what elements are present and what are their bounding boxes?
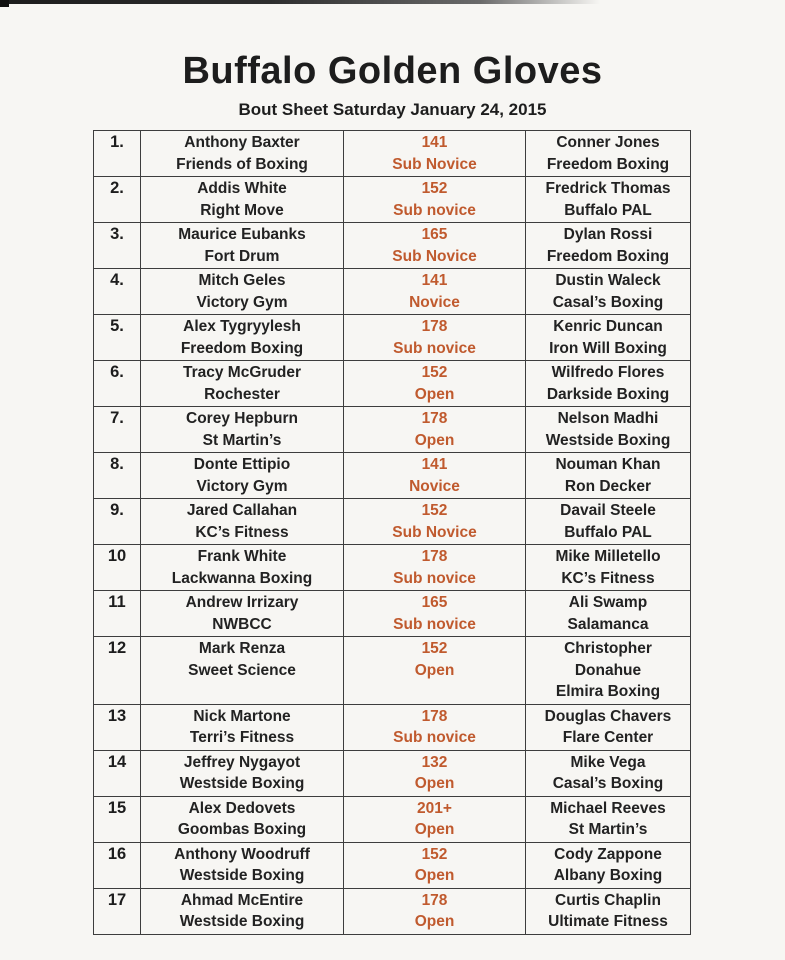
weight-division-cell [344,499,526,545]
bout-number: 7. [94,407,141,453]
weight-division-line: 178 [421,318,448,335]
bout-number: 3. [94,223,141,269]
blue-corner-line: Casal’s Boxing [552,775,664,792]
weight-division-line: 178 [421,548,448,565]
bout-number: 15 [94,796,141,842]
red-corner-line: Right Move [200,201,284,219]
bout-row [94,842,691,888]
bout-row [94,750,691,796]
red-corner-cell [141,407,344,453]
red-corner-cell [141,499,344,545]
red-corner-line: Lackwanna Boxing [171,569,313,587]
weight-division-line: 165 [421,226,448,243]
bout-number: 2. [94,177,141,223]
blue-corner-line: Westside Boxing [545,431,671,449]
weight-division-line: Open [414,661,455,679]
blue-corner-cell [526,545,691,591]
weight-division-line: 152 [421,364,448,381]
blue-corner-line: Buffalo PAL [564,523,652,541]
blue-corner-line: Buffalo PAL [564,201,652,219]
bout-number: 17 [94,888,141,934]
blue-corner-line: Conner Jones [556,134,660,151]
weight-division-line: 165 [421,594,448,611]
blue-corner-line: Mike Milletello [555,548,661,565]
red-corner-line: Sweet Science [188,661,296,679]
blue-corner-cell [526,361,691,407]
bout-number: 13 [94,704,141,750]
blue-corner-cell [526,499,691,545]
bout-row [94,453,691,499]
weight-division-line: 152 [421,640,448,657]
red-corner-cell [141,131,344,177]
blue-corner-cell [526,888,691,934]
red-corner-cell [141,796,344,842]
weight-division-cell [344,223,526,269]
scan-corner-artifact [0,0,9,7]
blue-corner-line: Douglas Chavers [544,707,672,725]
red-corner-cell [141,750,344,796]
red-corner-line: Maurice Eubanks [178,226,306,243]
red-corner-line: Goombas Boxing [177,821,307,838]
weight-division-line: Sub novice [393,729,476,746]
bout-number: 11 [94,591,141,637]
weight-division-line: 141 [421,272,448,289]
red-corner-line: Frank White [197,548,287,565]
bout-number: 6. [94,361,141,407]
blue-corner-line: Darkside Boxing [546,385,670,403]
blue-corner-cell [526,315,691,361]
red-corner-line: Jeffrey Nygayot [183,753,301,771]
weight-division-line: Sub novice [393,201,476,219]
red-corner-line: Mitch Geles [198,272,286,289]
bout-row [94,545,691,591]
blue-corner-line: Dylan Rossi [563,226,653,243]
blue-corner-cell [526,591,691,637]
red-corner-line: Jared Callahan [186,502,298,519]
bout-row [94,637,691,705]
red-corner-line: Victory Gym [196,477,288,495]
blue-corner-cell [526,842,691,888]
bout-number: 16 [94,842,141,888]
weight-division-cell [344,842,526,888]
weight-division-line: Sub Novice [392,247,477,265]
weight-division-line: 178 [421,410,448,427]
weight-division-line: 141 [421,456,448,473]
blue-corner-cell [526,407,691,453]
weight-division-cell [344,407,526,453]
bout-row [94,131,691,177]
page-title: Buffalo Golden Gloves [182,50,603,92]
red-corner-line: KC’s Fitness [195,523,289,541]
bout-table [93,130,691,935]
weight-division-line: Novice [409,477,460,495]
red-corner-line: Anthony Woodruff [174,845,310,863]
red-corner-line: Andrew Irrizary [185,594,299,611]
blue-corner-cell [526,177,691,223]
weight-division-line: 132 [421,753,448,771]
bout-number: 12 [94,637,141,705]
blue-corner-line: Flare Center [562,729,654,746]
blue-corner-cell [526,704,691,750]
weight-division-line: Open [414,913,455,930]
bout-number: 10 [94,545,141,591]
blue-corner-cell [526,750,691,796]
blue-corner-cell [526,269,691,315]
blue-corner-line: Mike Vega [570,753,646,771]
red-corner-line: Freedom Boxing [180,339,304,357]
bout-row [94,177,691,223]
weight-division-cell [344,591,526,637]
bout-table-body [94,131,691,935]
weight-division-cell [344,888,526,934]
bout-row [94,888,691,934]
red-corner-line: Friends of Boxing [176,155,308,173]
red-corner-cell [141,269,344,315]
scan-edge-artifact [0,0,600,4]
bout-row [94,591,691,637]
weight-division-cell [344,269,526,315]
weight-division-cell [344,453,526,499]
blue-corner-cell [526,453,691,499]
red-corner-cell [141,177,344,223]
red-corner-line: Ahmad McEntire [180,891,304,909]
bout-row [94,407,691,453]
blue-corner-line: Salamanca [567,615,649,633]
bout-row [94,704,691,750]
weight-division-line: Open [414,775,455,792]
bout-number: 4. [94,269,141,315]
red-corner-line: Addis White [197,180,287,197]
blue-corner-line: Albany Boxing [553,867,663,884]
weight-division-line: Sub Novice [392,155,477,173]
blue-corner-line: Fredrick Thomas [545,180,671,197]
blue-corner-line: Davail Steele [560,502,656,519]
red-corner-line: NWBCC [212,615,272,633]
bout-number: 5. [94,315,141,361]
bout-number: 9. [94,499,141,545]
red-corner-cell [141,591,344,637]
blue-corner-line: Michael Reeves [550,799,666,817]
bout-number: 14 [94,750,141,796]
red-corner-line: Terri’s Fitness [189,729,295,746]
red-corner-line: Victory Gym [196,293,288,311]
blue-corner-cell [526,637,691,705]
weight-division-line: Open [414,431,455,449]
red-corner-cell [141,453,344,499]
red-corner-cell [141,842,344,888]
bout-row [94,499,691,545]
blue-corner-line: Donahue [574,661,642,679]
blue-corner-line: Freedom Boxing [546,155,670,173]
red-corner-line: Anthony Baxter [184,134,300,151]
blue-corner-cell [526,131,691,177]
red-corner-cell [141,315,344,361]
red-corner-cell [141,704,344,750]
red-corner-line: Westside Boxing [179,867,305,884]
blue-corner-line: Nelson Madhi [557,410,659,427]
weight-division-cell [344,637,526,705]
blue-corner-line: Ultimate Fitness [548,913,668,930]
bout-row [94,223,691,269]
weight-division-line: Sub Novice [392,523,477,541]
weight-division-cell [344,177,526,223]
weight-division-line: 152 [421,845,448,863]
weight-division-line: Sub novice [393,569,476,587]
weight-division-cell [344,361,526,407]
red-corner-cell [141,888,344,934]
weight-division-line: 201+ [417,799,452,817]
red-corner-cell [141,361,344,407]
red-corner-line: Rochester [204,385,280,403]
blue-corner-line: Wilfredo Flores [551,364,665,381]
blue-corner-line: Iron Will Boxing [549,339,667,357]
weight-division-line: Open [414,867,455,884]
bout-number: 8. [94,453,141,499]
bout-row [94,361,691,407]
red-corner-line: Alex Dedovets [188,799,296,817]
red-corner-line: Fort Drum [204,247,280,265]
weight-division-line: Open [414,385,455,403]
red-corner-line: Westside Boxing [179,775,305,792]
weight-division-line: Novice [409,293,460,311]
weight-division-line: Sub novice [393,339,476,357]
blue-corner-line: Freedom Boxing [546,247,670,265]
blue-corner-line: St Martin’s [568,821,648,838]
red-corner-line: St Martin’s [202,431,282,449]
blue-corner-cell [526,796,691,842]
blue-corner-line: Elmira Boxing [555,683,661,700]
blue-corner-cell [526,223,691,269]
red-corner-cell [141,637,344,705]
red-corner-line: Donte Ettipio [193,456,291,473]
weight-division-line: Sub novice [393,615,476,633]
blue-corner-line: Christopher [564,640,652,657]
page-subtitle: Bout Sheet Saturday January 24, 2015 [238,100,547,119]
blue-corner-line: Dustin Waleck [555,272,661,289]
weight-division-cell [344,131,526,177]
red-corner-line: Alex Tygryylesh [183,318,301,335]
red-corner-line: Nick Martone [193,707,291,725]
red-corner-cell [141,223,344,269]
blue-corner-line: Curtis Chaplin [555,891,661,909]
blue-corner-line: KC’s Fitness [561,569,655,587]
bout-row [94,315,691,361]
red-corner-cell [141,545,344,591]
weight-division-cell [344,704,526,750]
red-corner-line: Tracy McGruder [182,364,302,381]
weight-division-cell [344,315,526,361]
red-corner-line: Corey Hepburn [186,410,298,427]
weight-division-cell [344,750,526,796]
weight-division-line: 141 [421,134,448,151]
weight-division-line: 152 [421,502,448,519]
blue-corner-line: Cody Zappone [554,845,662,863]
document-header [0,0,785,120]
weight-division-line: 178 [421,891,448,909]
blue-corner-line: Ali Swamp [568,594,648,611]
blue-corner-line: Ron Decker [564,477,652,495]
blue-corner-line: Casal’s Boxing [552,293,664,311]
bout-number: 1. [94,131,141,177]
blue-corner-line: Kenric Duncan [553,318,663,335]
blue-corner-line: Nouman Khan [555,456,661,473]
bout-row [94,269,691,315]
red-corner-line: Mark Renza [198,640,286,657]
weight-division-cell [344,796,526,842]
red-corner-line: Westside Boxing [179,913,305,930]
weight-division-line: 178 [421,707,448,725]
weight-division-line: 152 [421,180,448,197]
weight-division-line: Open [414,821,455,838]
weight-division-cell [344,545,526,591]
bout-row [94,796,691,842]
